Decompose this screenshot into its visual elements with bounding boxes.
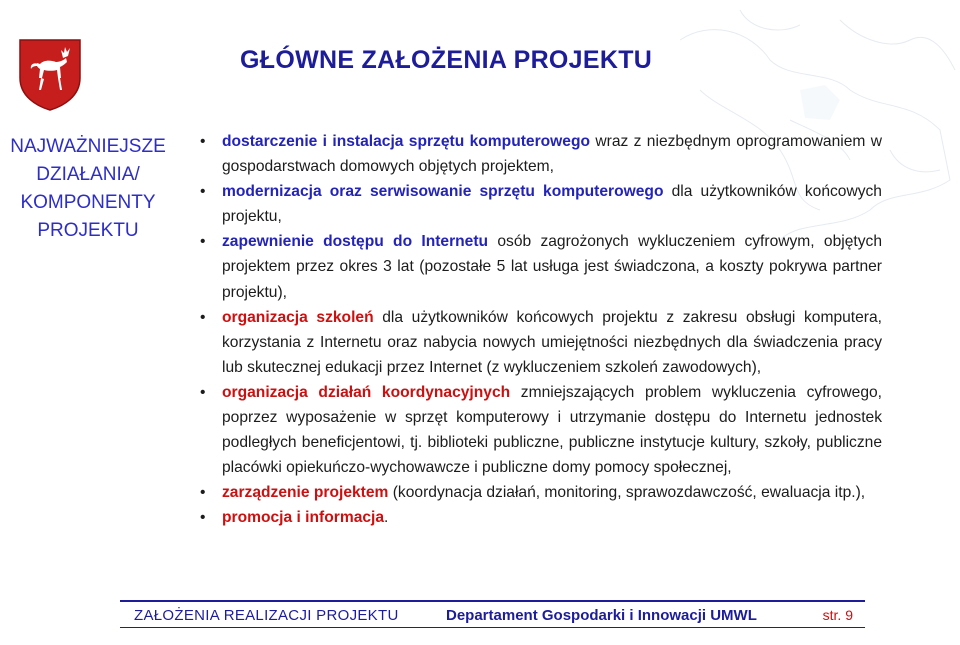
side-heading-line: DZIAŁANIA/ [36,164,140,185]
footer-section-title: ZAŁOŻENIA REALIZACJI PROJEKTU [134,607,399,624]
bullet-highlight: organizacja szkoleń [222,308,374,326]
bullet-item [196,129,882,179]
bullet-text: dla użytkowników końcowych projektu, [222,183,882,226]
bullet-list [196,129,882,531]
bullet-highlight: zarządzenie projektem [222,484,389,502]
bullet-item [196,505,882,530]
bullet-text: zmniejszających problem wykluczenia cyfrowego, poprzez wyposażenie w sprzęt komputerowy i utrzymanie dostępu do Internetu jednostek podległych beneficjentowi, tj. biblioteki publiczne, publiczne instytucje kultury, szkoły, publiczne placówki opiekuńczo-wychowawcze i publiczne domy pomocy społecznej, [222,383,882,477]
side-heading-line: KOMPONENTY [20,192,156,213]
footer-bar [120,600,865,628]
side-heading-line: NAJWAŻNIEJSZE [10,136,166,157]
bullet-item [196,179,882,229]
page-title: GŁÓWNE ZAŁOŻENIA PROJEKTU [240,46,653,74]
page-number: str. 9 [822,607,853,623]
bullet-highlight: modernizacja oraz serwisowanie sprzętu komputerowego [222,183,664,201]
side-heading [0,133,176,245]
footer-department: Departament Gospodarki i Innowacji UMWL [446,607,757,624]
bullet-text: . [384,509,389,527]
bullet-highlight: zapewnienie dostępu do Internetu [222,233,489,251]
bullet-highlight: organizacja działań koordynacyjnych [222,383,511,401]
bullet-item [196,480,882,505]
bullet-text: (koordynacja działań, monitoring, sprawozdawczość, ewaluacja itp.), [388,484,866,502]
bullet-item [196,305,882,380]
side-heading-line: PROJEKTU [37,220,139,241]
bullet-text: osób zagrożonych wykluczeniem cyfrowym, objętych projektem przez okres 3 lat (pozostałe 5 lat usługa jest świadczona, a koszty pokrywa partner projektu), [222,233,882,301]
bullet-text: wraz z niezbędnym oprogramowaniem w gospodarstwach domowych objętych projektem, [222,133,882,176]
bullet-item [196,229,882,304]
bullet-highlight: dostarczenie i instalacja sprzętu komputerowego [222,133,591,150]
coat-of-arms-deer-icon [18,38,82,112]
bullet-highlight: promocja i informacja [222,509,385,527]
bullet-item [196,380,882,480]
bullet-text: dla użytkowników końcowych projektu z zakresu obsługi komputera, korzystania z Internetu oraz nabycia nowych umiejętności niezbędnych dla świadczenia pracy lub skutecznej edukacji przez Internet (z wykluczeniem szkoleń zawodowych), [222,308,883,376]
